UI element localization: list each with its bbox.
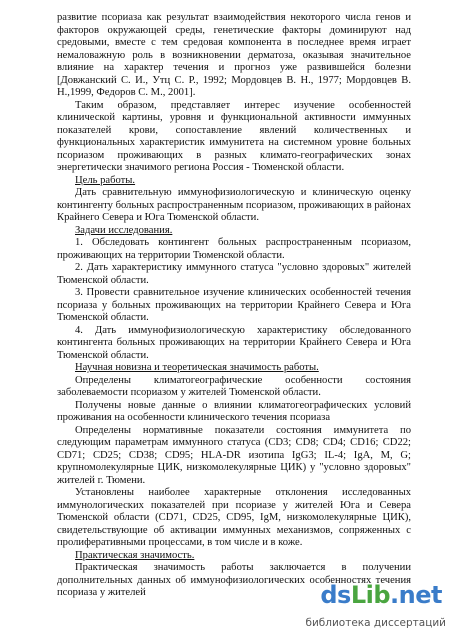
dslib-logo: dsLib.net <box>320 581 442 609</box>
paragraph: Практическая значимость работы заключается в получении дополнительных данных об иммунофизиологических особенностях течения псориаза у жителей <box>57 562 411 598</box>
section-heading-novelty: Научная новизна и теоретическая значимость работы. <box>75 362 319 373</box>
paragraph: Таким образом, представляет интерес изучение особенностей клинической картины, уровня и функциональной активности иммунных показателей крови, сопоставление явлений количественных и функциональных характеристик иммунитета на системном уровне больных псориазом проживающих в разных климато-географических зонах энергетически значимого региона Россия - Тюменской области. <box>57 99 411 173</box>
document-text <box>57 12 411 600</box>
section-heading-practical: Практическая значимость. <box>75 549 195 561</box>
list-item: 3. Провести сравнительное изучение клинических особенностей течения псориаза у больных проживающих на территории Крайнего Севера и Юга Тюменской области. <box>57 287 411 323</box>
paragraph: Получены новые данные о влиянии климатогеографических условий проживания на особенности клинического течения псориаза <box>57 399 411 423</box>
section-heading-goal: Цель работы. <box>75 174 136 186</box>
list-item: 1. Обследовать контингент больных распространенным псориазом, проживающих на территории Тюменской области. <box>57 237 411 261</box>
dslib-watermark <box>285 581 450 635</box>
list-item: 4. Дать иммунофизиологическую характеристику обследованного контингента больных проживающих на территории Крайнего Севера и Юга Тюменской области. <box>57 324 411 361</box>
section-heading-tasks: Задачи исследования. <box>75 224 173 236</box>
watermark-subtitle: библиотека диссертаций <box>305 617 446 629</box>
list-item: 2. Дать характеристику иммунного статуса "условно здоровых" жителей Тюменской области. <box>57 262 411 286</box>
paragraph: развитие псориаза как результат взаимодействия некоторого числа генов и факторов окружающей среды, генетические факторы доминируют над средовыми, вместе с тем средовая компонента в последнее время играет немаловажную роль в возникновении дерматоза, оказывая значительное влияние на характер течения и прогноз уже развившейся болезни [Довжанский С. И., Утц С. Р., 1992; Мордовцев В. Н., 1977; Мордовцев В. Н.,1999, Федоров С. М., 2001]. <box>57 12 411 98</box>
paragraph: Определены климатогеографические особенности состояния заболеваемости псориазом у жителей Тюменской области. <box>57 374 411 398</box>
paragraph: Установлены наиболее характерные отклонения исследованных иммунологических показателей при псориазе у жителей Юга и Севера Тюменской области (CD71, CD25, CD95, IgM, низкомолекулярные ЦИК), свидетельствующие об активации иммунных механизмов, сопряженных с пролиферативными процессами, в том числе и в коже. <box>57 487 411 548</box>
paragraph: Дать сравнительную иммунофизиологическую и клиническую оценку контингенту больных распространенным псориазом, проживающих в районах Крайнего Севера и Юга Тюменской области. <box>57 187 411 223</box>
paragraph: Определены нормативные показатели состояния иммунитета по следующим параметрам иммунного статуса (CD3; CD8; CD4; CD16; CD22; CD71; CD25; CD38; CD95; HLA-DR изотипа IgG3; IL-4; IgA, M, G; крупномолекулярные ЦИК, низкомолекулярные ЦИК) у "условно здоровых" жителей г. Тюмени. <box>57 424 411 486</box>
